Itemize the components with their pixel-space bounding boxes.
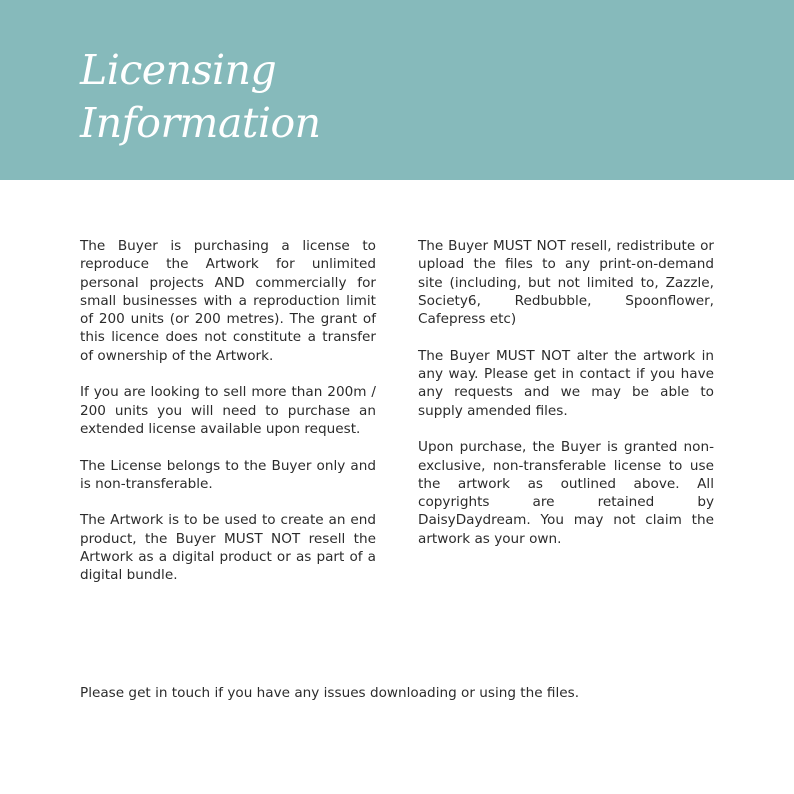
extended-license-paragraph: If you are looking to sell more than 200m / 200 units you will need to purchase an extended license available upon request. — [80, 384, 376, 437]
page-title — [80, 44, 321, 150]
footer-note: Please get in touch if you have any issues downloading or using the files. — [80, 685, 580, 701]
no-alter-paragraph: The Buyer MUST NOT alter the artwork in any way. Please get in contact if you have any requests and we may be able to supply amended files. — [418, 347, 714, 419]
left-column — [80, 237, 376, 603]
no-resell-paragraph: The Buyer MUST NOT resell, redistribute or upload the files to any print-on-demand site (including, but not limited to, Zazzle, Society6, Redbubble, Spoonflower, Cafepress etc) — [418, 238, 714, 328]
title-line-2: Information — [80, 99, 321, 147]
right-column — [418, 237, 714, 566]
license-grant-paragraph: The Buyer is purchasing a license to reproduce the Artwork for unlimited personal projects AND commercially for small businesses with a reproduction limit of 200 units (or 200 metres). The grant of this licence does not constitute a transfer of ownership of the Artwork. — [80, 238, 376, 364]
end-product-paragraph: The Artwork is to be used to create an end product, the Buyer MUST NOT resell the Artwork as a digital product or as part of a digital bundle. — [80, 512, 376, 584]
title-line-1: Licensing — [80, 46, 277, 94]
copyright-paragraph: Upon purchase, the Buyer is granted non-exclusive, non-transferable license to use the artwork as outlined above. All copyrights are retained by DaisyDaydream. You may not claim the artwork as your own. — [418, 439, 714, 547]
header-banner — [0, 0, 794, 180]
non-transferable-paragraph: The License belongs to the Buyer only and is non-transferable. — [80, 457, 376, 492]
